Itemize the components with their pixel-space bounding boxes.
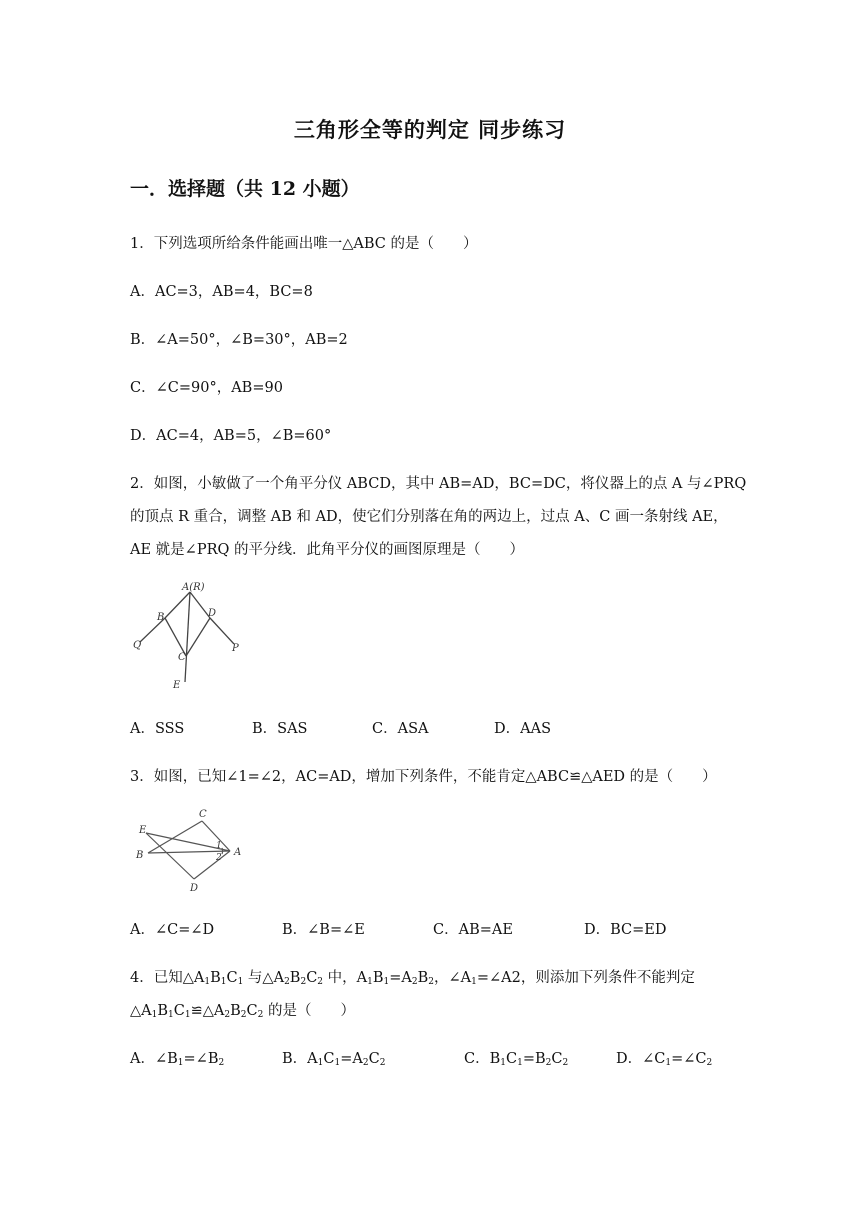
- q2-option-d: D．AAS: [494, 721, 552, 737]
- q2-label-a: A(R): [182, 582, 205, 593]
- q3-option-d: D．BC=ED: [584, 922, 667, 938]
- q2-stem-line2: 的顶点 R 重合，调整 AB 和 AD，使它们分别落在角的两边上，过点 A、C 画一条射线 AE，: [130, 509, 728, 525]
- q1-option-d: D．AC=4，AB=5，∠B=60°: [130, 428, 332, 444]
- q4-option-c: C．$B_1C_1=B_2C_2$: [464, 1051, 569, 1068]
- q3-figure: [132, 803, 254, 895]
- q2-label-d: D: [208, 608, 217, 619]
- q3-option-a: A．∠C=∠D: [130, 922, 215, 938]
- q2-label-p: P: [232, 643, 239, 654]
- q3-label-d: D: [190, 883, 199, 894]
- q4-option-d: D．$\angle C_1=\angle C_2$: [616, 1051, 713, 1068]
- q2-option-b: B．SAS: [252, 721, 308, 737]
- q2-stem-line1: 2．如图，小敏做了一个角平分仪 ABCD，其中 AB=AD，BC=DC，将仪器上的点 A 与∠PRQ: [130, 476, 747, 492]
- q3-option-c: C．AB=AE: [433, 922, 513, 938]
- q3-option-b: B．∠B=∠E: [282, 922, 365, 938]
- q3-label-e: E: [139, 825, 147, 836]
- q3-label-2: 2: [216, 853, 222, 863]
- q2-label-q: Q: [133, 640, 142, 651]
- q3-label-1: 1: [216, 841, 222, 851]
- q2-stem-line3: AE 就是∠PRQ 的平分线．此角平分仪的画图原理是（ ）: [130, 542, 524, 558]
- q4-option-a: A．$\angle B_1=\angle B_2$: [130, 1051, 225, 1068]
- q3-label-a: A: [234, 847, 242, 858]
- q2-label-b: B: [157, 612, 165, 623]
- q4-option-b: B．$A_1C_1=A_2C_2$: [282, 1051, 386, 1068]
- section-heading: 一．选择题（共 12 小题）: [130, 178, 360, 200]
- page-title: 三角形全等的判定 同步练习: [293, 117, 567, 142]
- q2-figure: [128, 578, 258, 696]
- q4-stem-line1: 4．已知$\triangle A_1B_1C_1$ 与$\triangle A_2B_2C_2$ 中，$A_1B_1=A_2B_2$，$\angle A_1=\angle A2$，则添加下列条件不能判定: [130, 970, 695, 987]
- q3-label-b: B: [136, 850, 144, 861]
- q4-stem-line2: $\triangle A_1B_1C_1≌\triangle A_2B_2C_2$ 的是（ ）: [130, 1003, 355, 1020]
- q3-stem: 3．如图，已知∠1=∠2，AC=AD，增加下列条件，不能肯定△ABC≌△AED 的是（ ）: [130, 769, 717, 785]
- q1-option-b: B．∠A=50°，∠B=30°，AB=2: [130, 332, 348, 348]
- q2-option-c: C．ASA: [372, 721, 429, 737]
- q2-label-c: C: [178, 652, 186, 663]
- q2-option-a: A．SSS: [130, 721, 185, 737]
- q1-option-a: A．AC=3，AB=4，BC=8: [130, 284, 313, 300]
- q1-option-c: C．∠C=90°，AB=90: [130, 380, 283, 396]
- q2-label-e: E: [173, 680, 181, 691]
- q3-label-c: C: [199, 809, 207, 820]
- q1-stem: 1．下列选项所给条件能画出唯一△ABC 的是（ ）: [130, 236, 478, 252]
